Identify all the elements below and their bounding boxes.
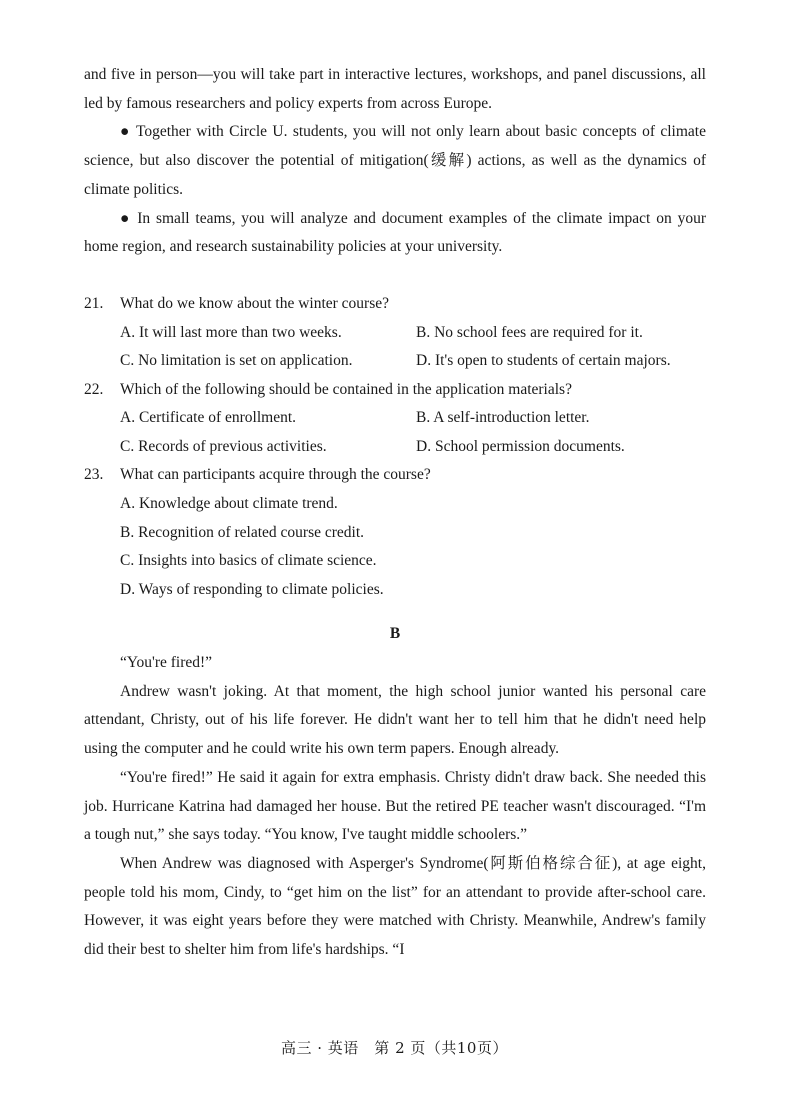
- section-heading: B: [389, 625, 401, 643]
- question-text: Which of the following should be contained in the application materials?: [120, 380, 572, 398]
- option-b: B. A self-introduction letter.: [416, 409, 590, 427]
- option-b: B. No school fees are required for it.: [416, 323, 643, 341]
- option-c: C. Records of previous activities.: [120, 437, 327, 455]
- bullet-item: [84, 205, 706, 262]
- story-paragraph: “You're fired!” He said it again for extra emphasis. Christy didn't draw back. She needed this job. Hurricane Katrina had damaged her house. But the retired PE teacher wasn't discouraged. “I'm a tough nut,” she says today. “You know, I've taught middle schoolers.”: [84, 768, 706, 844]
- question-number: 23.: [84, 466, 104, 484]
- question-21: [84, 290, 706, 376]
- question-text: What do we know about the winter course?: [120, 294, 390, 312]
- continued-paragraph: and five in person—you will take part in interactive lectures, workshops, and panel discussions, all led by famous researchers and policy experts from across Europe.: [84, 66, 706, 112]
- page-footer: 高三 · 英语 第 2 页（共10页）: [281, 1039, 508, 1057]
- story-paragraph: When Andrew was diagnosed with Asperger's Syndrome(阿斯伯格综合征), at age eight, people told his mom, Cindy, to “get him on the list” for an attendant to provide after-school care. However, it was eight years before they were matched with Christy. Meanwhile, Andrew's family did their best to shelter him from life's hardships. “I: [84, 854, 706, 959]
- question-number: 21.: [84, 294, 104, 312]
- option-c: C. No limitation is set on application.: [120, 352, 353, 370]
- story-paragraph: “You're fired!”: [120, 654, 213, 672]
- option-d: D. Ways of responding to climate policies.: [120, 580, 384, 598]
- bullet-icon: ●: [120, 123, 131, 141]
- question-22: [84, 376, 706, 462]
- bullet-text: Together with Circle U. students, you will not only learn about basic concepts of climate science, but also discover the potential of mitigation(缓解) actions, as well as the dynamics of climate politics.: [84, 123, 706, 198]
- option-a: A. Knowledge about climate trend.: [120, 495, 338, 513]
- story-paragraph: Andrew wasn't joking. At that moment, the high school junior wanted his personal care attendant, Christy, out of his life forever. He didn't want her to tell him that he didn't need help using the computer and he could write his own term papers. Enough already.: [84, 682, 706, 758]
- question-number: 22.: [84, 380, 104, 398]
- option-d: D. It's open to students of certain majors.: [416, 352, 671, 370]
- bullet-item: [84, 118, 706, 204]
- bullet-icon: ●: [120, 209, 132, 227]
- option-d: D. School permission documents.: [416, 437, 625, 455]
- bullet-text: In small teams, you will analyze and document examples of the climate impact on your home region, and research sustainability policies at your university.: [84, 209, 706, 256]
- question-text: What can participants acquire through the course?: [120, 466, 431, 484]
- page-content: [84, 61, 706, 965]
- option-a: A. It will last more than two weeks.: [120, 323, 342, 341]
- question-23: [84, 461, 706, 604]
- option-c: C. Insights into basics of climate science.: [120, 552, 377, 570]
- option-b: B. Recognition of related course credit.: [120, 523, 365, 541]
- option-a: A. Certificate of enrollment.: [120, 409, 297, 427]
